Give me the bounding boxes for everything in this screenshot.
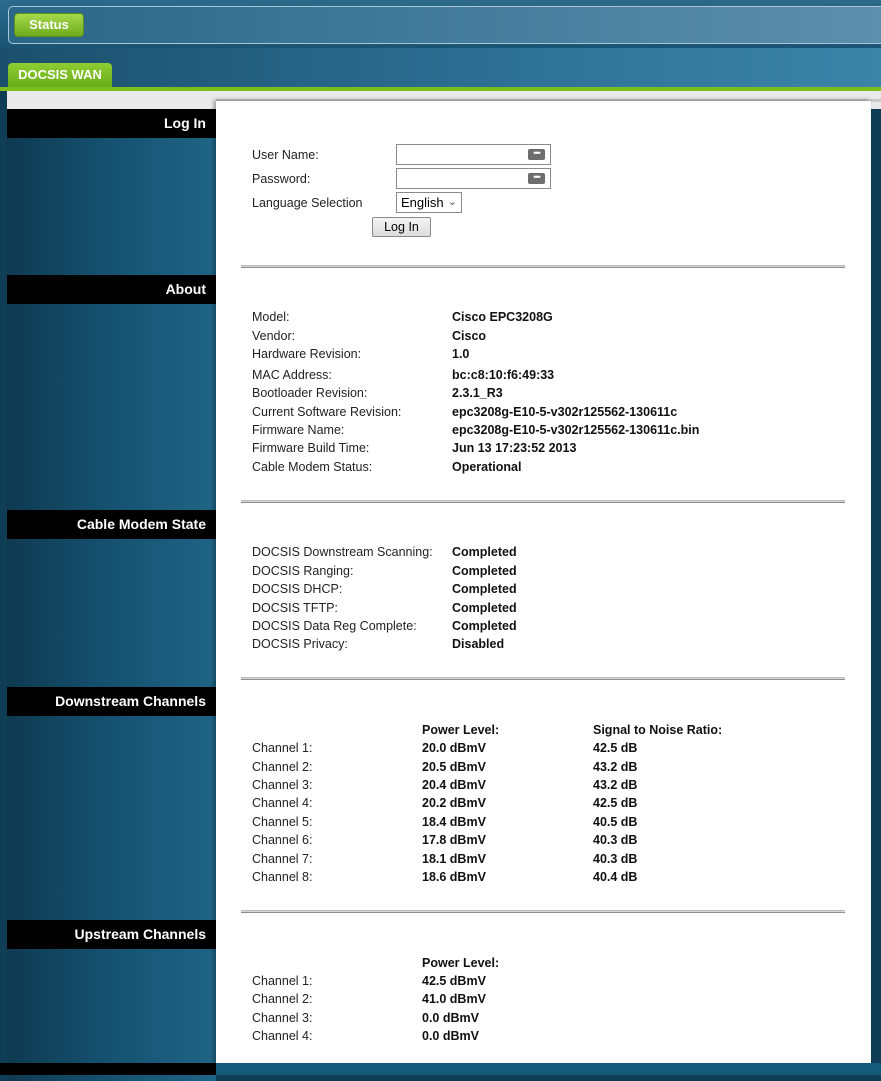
password-manager-icon[interactable]: ••• (528, 173, 545, 184)
username-input[interactable] (396, 144, 551, 165)
about-label: Model: (252, 310, 290, 324)
language-select[interactable] (396, 192, 462, 213)
cm-state-value: Completed (452, 564, 517, 578)
cm-state-label: DOCSIS Downstream Scanning: (252, 545, 433, 559)
chevron-down-icon: ⌄ (447, 196, 457, 208)
tab-docsis-wan[interactable]: DOCSIS WAN (8, 63, 112, 87)
divider (241, 677, 845, 680)
cm-state-label: DOCSIS Data Reg Complete: (252, 619, 417, 633)
about-value: epc3208g-E10-5-v302r125562-130611c (452, 405, 678, 419)
about-label: Firmware Name: (252, 423, 345, 437)
language-value: English (401, 195, 444, 210)
about-value: bc:c8:10:f6:49:33 (452, 368, 555, 382)
upstream-channel-label: Channel 3: (252, 1011, 313, 1025)
cm-state-label: DOCSIS Ranging: (252, 564, 354, 578)
divider (241, 265, 845, 268)
downstream-power-value: 18.1 dBmV (422, 852, 486, 866)
divider (241, 910, 845, 913)
downstream-power-value: 18.4 dBmV (422, 815, 486, 829)
about-value: 1.0 (452, 347, 470, 361)
cm-state-label: DOCSIS TFTP: (252, 601, 338, 615)
downstream-power-value: 18.6 dBmV (422, 870, 486, 884)
upstream-channel-label: Channel 4: (252, 1029, 313, 1043)
downstream-power-value: 20.4 dBmV (422, 778, 486, 792)
about-label: Bootloader Revision: (252, 386, 368, 400)
cm-state-value: Completed (452, 619, 517, 633)
about-label: MAC Address: (252, 368, 332, 382)
downstream-channel-label: Channel 6: (252, 833, 313, 847)
login-button[interactable]: Log In (372, 217, 431, 237)
about-label: Firmware Build Time: (252, 441, 370, 455)
about-label: Cable Modem Status: (252, 460, 373, 474)
upstream-power-value: 42.5 dBmV (422, 974, 486, 988)
status-button[interactable]: Status (14, 13, 84, 37)
cm-state-value: Disabled (452, 637, 505, 651)
upstream-channel-label: Channel 1: (252, 974, 313, 988)
downstream-snr-value: 40.5 dB (593, 815, 638, 829)
about-value: Cisco (452, 329, 487, 343)
about-value: 2.3.1_R3 (452, 386, 503, 400)
downstream-snr-value: 40.3 dB (593, 833, 638, 847)
downstream-snr-value: 43.2 dB (593, 760, 638, 774)
about-value: Operational (452, 460, 522, 474)
cm-state-value: Completed (452, 582, 517, 596)
about-value: Cisco EPC3208G (452, 310, 553, 324)
section-header-about: About (7, 275, 216, 304)
downstream-power-value: 20.2 dBmV (422, 796, 486, 810)
password-input[interactable] (396, 168, 551, 189)
about-label: Current Software Revision: (252, 405, 402, 419)
downstream-channel-label: Channel 8: (252, 870, 313, 884)
about-value: epc3208g-E10-5-v302r125562-130611c.bin (452, 423, 700, 437)
downstream-snr-header: Signal to Noise Ratio: (593, 723, 723, 737)
downstream-channel-label: Channel 3: (252, 778, 313, 792)
section-header-cable-modem-state: Cable Modem State (7, 510, 216, 539)
downstream-snr-value: 43.2 dB (593, 778, 638, 792)
cm-state-value: Completed (452, 601, 517, 615)
downstream-power-value: 20.5 dBmV (422, 760, 486, 774)
sidebar-bottom (0, 1063, 216, 1075)
downstream-power-value: 17.8 dBmV (422, 833, 486, 847)
cm-state-value: Completed (452, 545, 517, 559)
upstream-power-value: 0.0 dBmV (422, 1029, 479, 1043)
top-nav-box (8, 6, 881, 44)
section-header-downstream: Downstream Channels (7, 687, 216, 716)
about-value: Jun 13 17:23:52 2013 (452, 441, 577, 455)
divider (241, 500, 845, 503)
section-header-login: Log In (7, 109, 216, 138)
downstream-channel-label: Channel 4: (252, 796, 313, 810)
upstream-power-value: 41.0 dBmV (422, 992, 486, 1006)
downstream-channel-label: Channel 2: (252, 760, 313, 774)
bottom-bar (216, 1063, 881, 1075)
username-label: User Name: (252, 148, 319, 162)
downstream-power-header: Power Level: (422, 723, 500, 737)
about-label: Hardware Revision: (252, 347, 362, 361)
password-manager-icon[interactable]: ••• (528, 149, 545, 160)
language-label: Language Selection (252, 196, 363, 210)
downstream-channel-label: Channel 5: (252, 815, 313, 829)
section-header-upstream: Upstream Channels (7, 920, 216, 949)
downstream-snr-value: 40.4 dB (593, 870, 638, 884)
upstream-channel-label: Channel 2: (252, 992, 313, 1006)
downstream-power-value: 20.0 dBmV (422, 741, 486, 755)
downstream-snr-value: 40.3 dB (593, 852, 638, 866)
upstream-power-value: 0.0 dBmV (422, 1011, 479, 1025)
about-label: Vendor: (252, 329, 296, 343)
cm-state-label: DOCSIS Privacy: (252, 637, 348, 651)
downstream-channel-label: Channel 7: (252, 852, 313, 866)
password-label: Password: (252, 172, 311, 186)
downstream-snr-value: 42.5 dB (593, 741, 638, 755)
downstream-snr-value: 42.5 dB (593, 796, 638, 810)
sub-nav-bar (0, 48, 881, 90)
downstream-channel-label: Channel 1: (252, 741, 313, 755)
upstream-power-header: Power Level: (422, 956, 500, 970)
cm-state-label: DOCSIS DHCP: (252, 582, 343, 596)
